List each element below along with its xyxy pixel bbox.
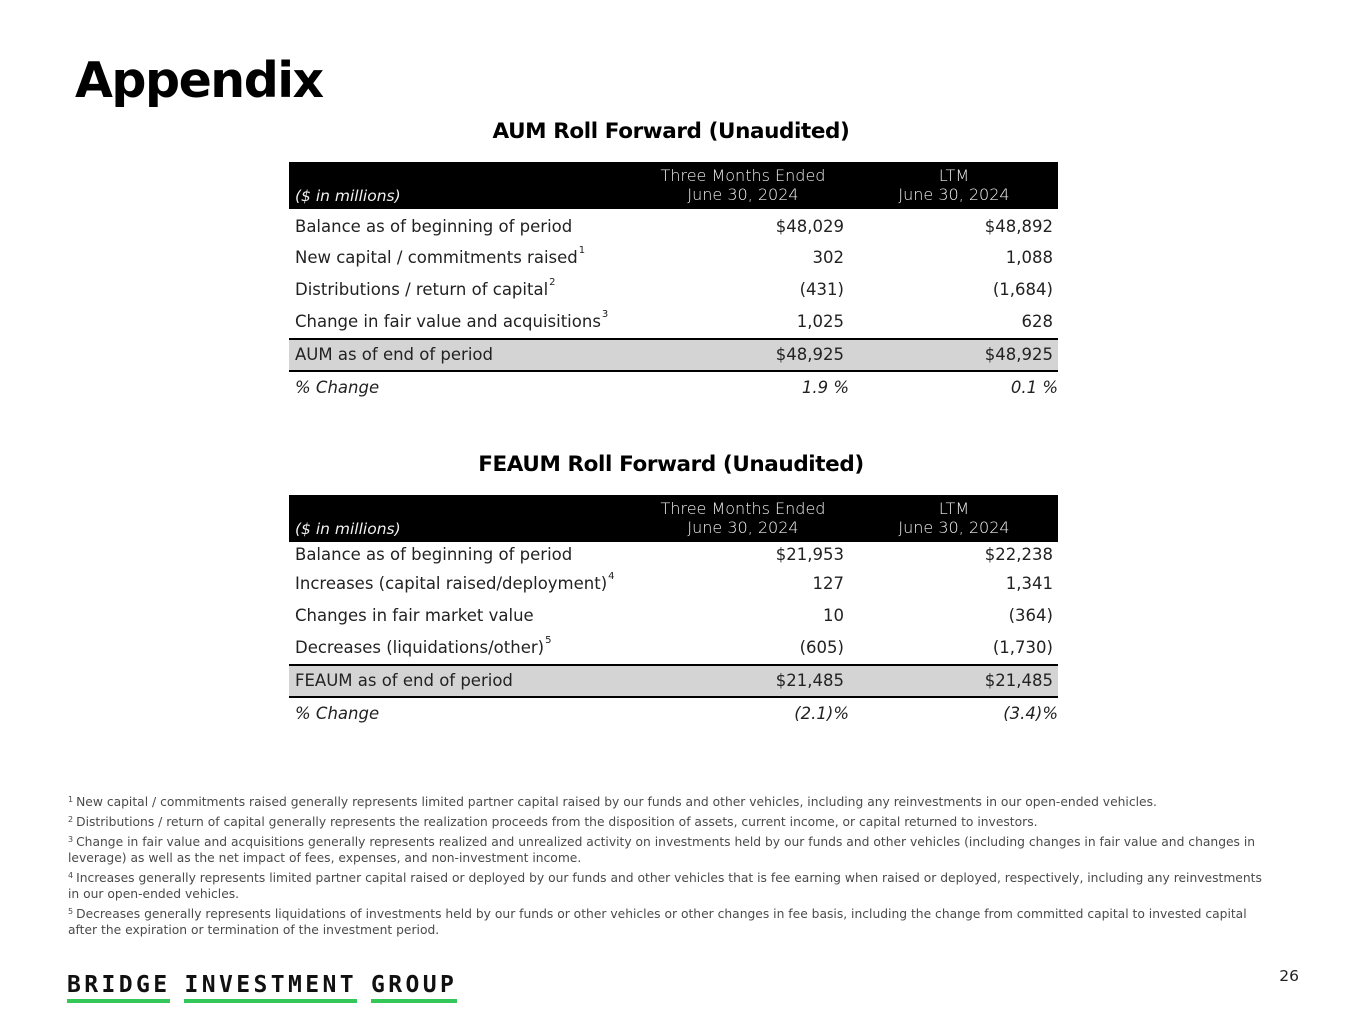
value-three-months: (431) <box>799 280 844 299</box>
row-label <box>295 600 534 632</box>
column-header-line: June 30, 2024 <box>687 518 799 537</box>
footnote-text: New capital / commitments raised generally represents limited partner capital raised by our funds and other vehicles, including any reinvestments in our open-ended vehicles. <box>76 795 1157 809</box>
column-header-line: Three Months Ended <box>660 499 826 518</box>
table-row <box>289 542 1058 568</box>
percent-change-row <box>289 372 1058 404</box>
table-row <box>289 568 1058 600</box>
percent-change-three-months: 1.9 % <box>801 378 849 397</box>
footnote-number: 1 <box>68 795 74 804</box>
percent-change-ltm: (3.4)% <box>1003 704 1058 723</box>
footnote-text: Distributions / return of capital generally represents the realization proceeds from the disposition of assets, current income, or capital returned to investors. <box>76 815 1038 829</box>
percent-change-label: % Change <box>295 378 380 397</box>
page-number: 26 <box>1279 967 1299 985</box>
logo-word: INVESTMENT <box>184 972 356 1003</box>
percent-change-label: % Change <box>295 704 380 723</box>
total-label: AUM as of end of period <box>295 345 493 364</box>
footnote-marker: 1 <box>578 245 586 256</box>
column-header-line: LTM <box>938 499 970 518</box>
footnote-marker: 3 <box>601 309 609 320</box>
percent-change-row <box>289 698 1058 730</box>
value-three-months: 127 <box>812 574 844 593</box>
total-label: FEAUM as of end of period <box>295 671 513 690</box>
table-row <box>289 209 1058 242</box>
row-label <box>295 209 572 245</box>
total-row <box>289 664 1058 698</box>
value-ltm: $22,238 <box>984 545 1053 564</box>
row-label-text: Changes in fair market value <box>295 606 534 625</box>
footnote-number: 5 <box>68 907 74 916</box>
column-header-line: June 30, 2024 <box>898 185 1010 204</box>
value-three-months: 302 <box>812 248 844 267</box>
footnote-number: 2 <box>68 815 74 824</box>
total-ltm: $21,485 <box>984 671 1053 690</box>
table-row <box>289 274 1058 306</box>
row-label <box>295 306 608 338</box>
total-three-months: $48,925 <box>775 345 844 364</box>
percent-change-ltm: 0.1 % <box>1010 378 1058 397</box>
footnote-number: 4 <box>68 871 74 880</box>
value-three-months: (605) <box>799 638 844 657</box>
page-title: Appendix <box>75 52 323 109</box>
units-label: ($ in millions) <box>295 187 401 205</box>
value-ltm: (1,684) <box>992 280 1053 299</box>
column-header-line: Three Months Ended <box>660 166 826 185</box>
row-label-text: Increases (capital raised/deployment) <box>295 574 608 593</box>
value-ltm: $48,892 <box>984 217 1053 236</box>
footnote-number: 3 <box>68 835 74 844</box>
footnote <box>68 906 1268 938</box>
footnote-text: Increases generally represents limited partner capital raised or deployed by our funds and other vehicles that is fee earning when raised or deployed, respectively, including any reinvestments in our open-ended vehicles. <box>68 871 1262 901</box>
logo-word: BRIDGE <box>67 972 170 1003</box>
row-label <box>295 242 585 274</box>
row-label-text: Balance as of beginning of period <box>295 545 573 564</box>
table-row <box>289 306 1058 338</box>
row-label <box>295 568 615 600</box>
row-label <box>295 274 556 306</box>
feaum-table-title: FEAUM Roll Forward (Unaudited) <box>478 452 864 477</box>
value-ltm: (364) <box>1008 606 1053 625</box>
feaum-roll-forward-table <box>289 495 1058 730</box>
value-ltm: (1,730) <box>992 638 1053 657</box>
footnote <box>68 870 1268 902</box>
table-row <box>289 600 1058 632</box>
value-ltm: 628 <box>1021 312 1053 331</box>
footnote <box>68 794 1268 810</box>
row-label-text: Distributions / return of capital <box>295 280 549 299</box>
table-header <box>289 162 1058 209</box>
value-three-months: 10 <box>823 606 844 625</box>
percent-change-three-months: (2.1)% <box>794 704 849 723</box>
table-row <box>289 632 1058 664</box>
bridge-investment-group-logo <box>67 972 457 1003</box>
column-header-line: June 30, 2024 <box>687 185 799 204</box>
row-label <box>295 542 572 568</box>
column-header-line: LTM <box>938 166 970 185</box>
logo-word: GROUP <box>371 972 457 1003</box>
footnote-text: Decreases generally represents liquidations of investments held by our funds or other vehicles or other changes in fee basis, including the change from committed capital to invested capital after the expiration or termination of the investment period. <box>68 907 1247 937</box>
value-three-months: 1,025 <box>796 312 844 331</box>
row-label-text: Balance as of beginning of period <box>295 217 573 236</box>
value-three-months: $21,953 <box>775 545 844 564</box>
column-header-ltm <box>859 166 1049 204</box>
footnote <box>68 834 1268 866</box>
footnote-marker: 5 <box>545 635 552 646</box>
column-header-ltm <box>859 499 1049 537</box>
row-label-text: Decreases (liquidations/other) <box>295 638 545 657</box>
table-header <box>289 495 1058 542</box>
row-label-text: Change in fair value and acquisitions <box>295 312 601 331</box>
column-header-line: June 30, 2024 <box>898 518 1010 537</box>
aum-roll-forward-table <box>289 162 1058 404</box>
column-header-three-months <box>645 499 841 537</box>
row-label-text: New capital / commitments raised <box>295 248 578 267</box>
total-three-months: $21,485 <box>775 671 844 690</box>
value-ltm: 1,341 <box>1005 574 1053 593</box>
value-ltm: 1,088 <box>1005 248 1053 267</box>
total-ltm: $48,925 <box>984 345 1053 364</box>
value-three-months: $48,029 <box>775 217 844 236</box>
footnote-marker: 4 <box>608 571 615 582</box>
units-label: ($ in millions) <box>295 520 401 538</box>
footnotes <box>68 794 1268 942</box>
footnote-marker: 2 <box>549 277 556 288</box>
footnote <box>68 814 1268 830</box>
column-header-three-months <box>645 166 841 204</box>
footnote-text: Change in fair value and acquisitions generally represents realized and unrealized activity on investments held by our funds and other vehicles (including changes in fair value and changes in leverage) as well as the net impact of fees, expenses, and non-investment income. <box>68 835 1256 865</box>
total-row <box>289 338 1058 372</box>
row-label <box>295 632 551 664</box>
aum-table-title: AUM Roll Forward (Unaudited) <box>492 119 850 144</box>
table-row <box>289 242 1058 274</box>
